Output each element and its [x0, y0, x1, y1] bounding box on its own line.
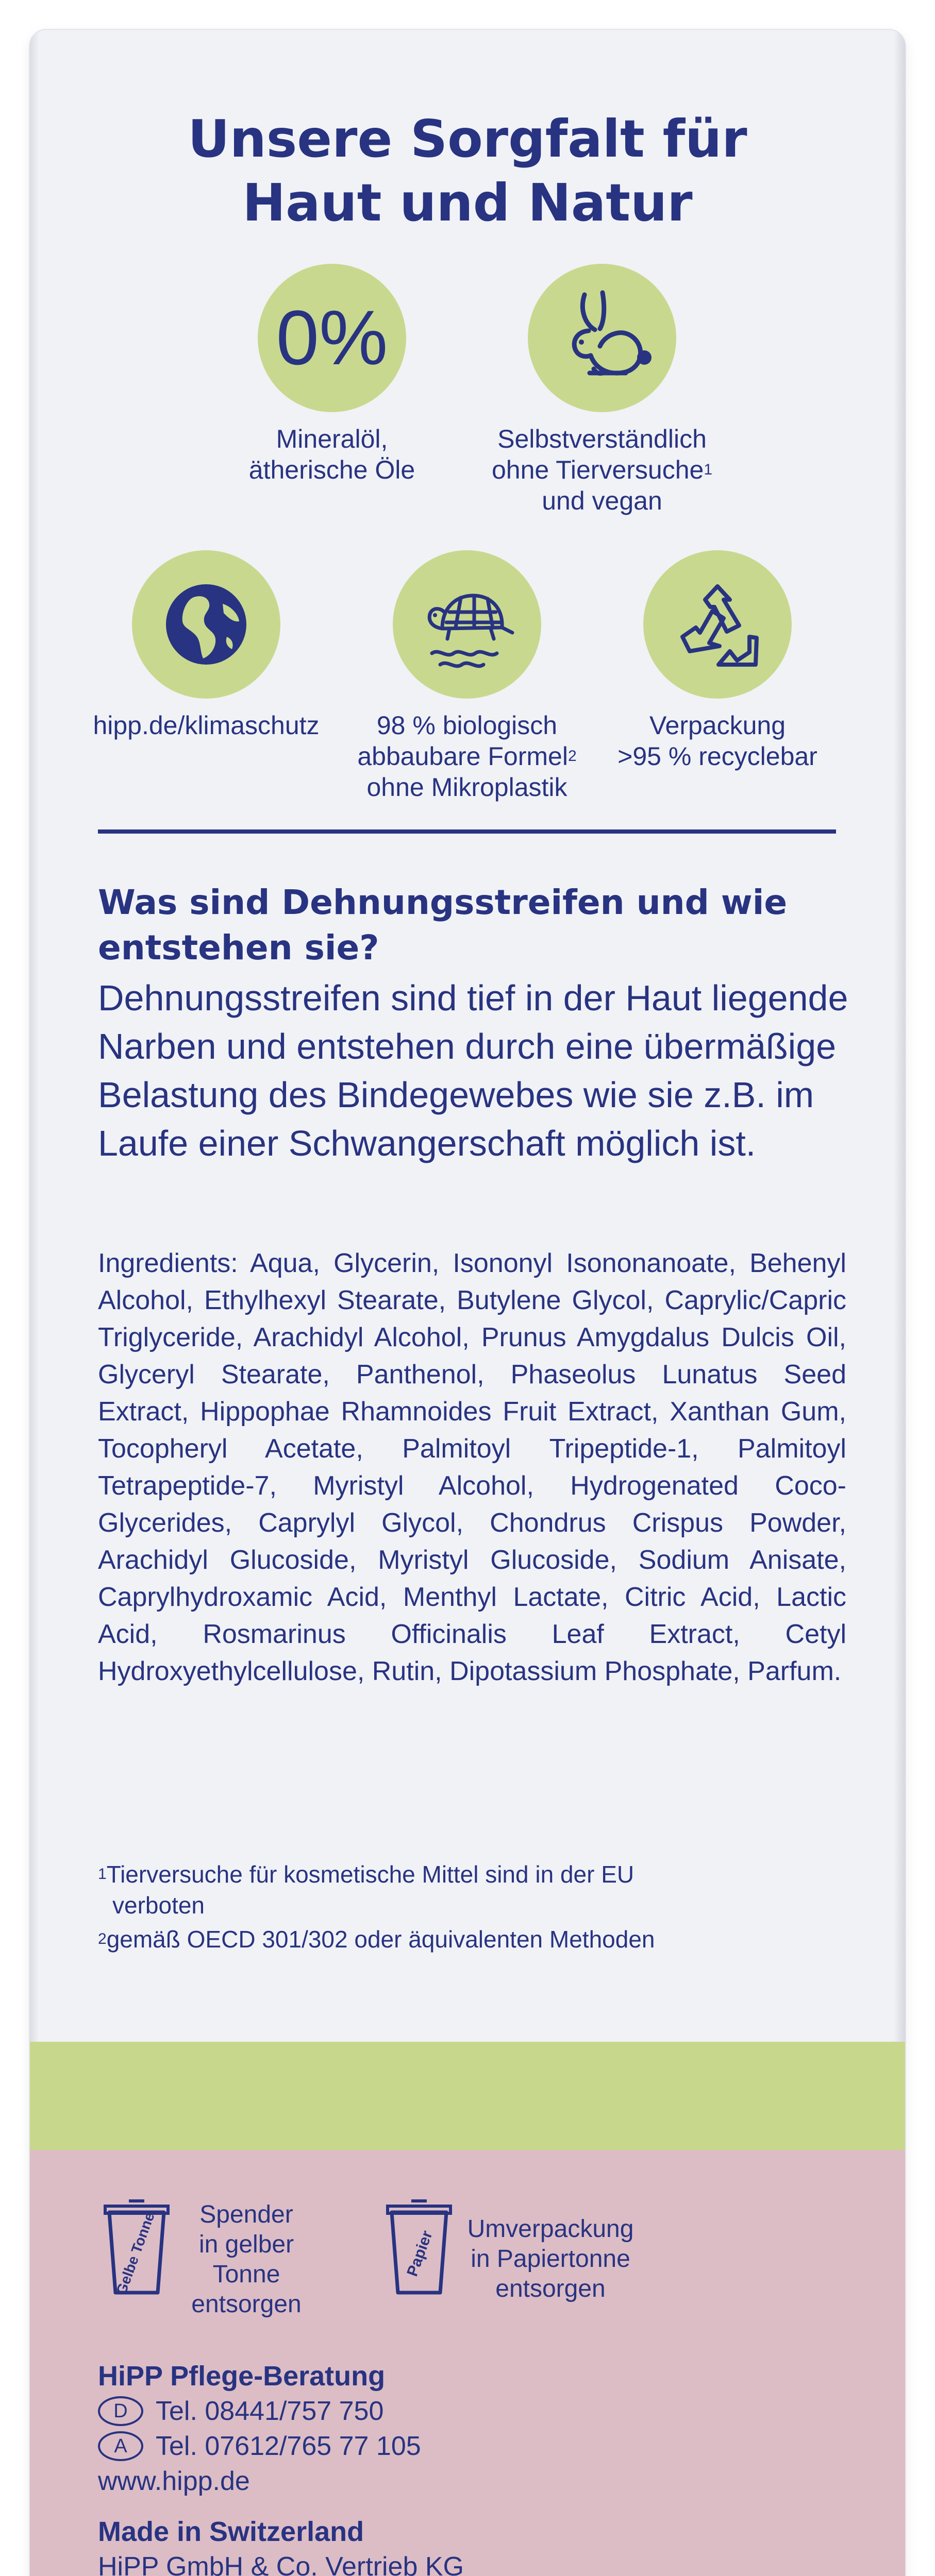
disposal-text-line: Spender [199, 2201, 293, 2228]
footnote-2 [98, 1924, 655, 1955]
disposal-text-line: Umverpackung [467, 2215, 634, 2243]
feature-text-line: ohne Tierversuche [491, 455, 704, 484]
phone-number: Tel. 08441/757 750 [156, 2396, 384, 2426]
feature-text-line: Mineralöl, [276, 425, 388, 453]
footnote-ref: 2 [567, 748, 577, 765]
bin-label: Gelbe Tonne [113, 2210, 158, 2297]
feature-text-line: Verpackung [649, 711, 786, 740]
globe-icon [132, 550, 280, 699]
country-code-a: A [98, 2431, 143, 2461]
feature-climate [62, 550, 350, 741]
feature-text-line: ohne Mikroplastik [366, 773, 567, 802]
phone-germany[interactable] [98, 2394, 421, 2429]
zero-percent-icon [258, 264, 406, 412]
phone-number: Tel. 07612/765 77 105 [156, 2431, 421, 2461]
yellow-bin-icon [98, 2198, 175, 2303]
address-line: HiPP GmbH & Co. Vertrieb KG [98, 2552, 464, 2576]
country-code-d: D [98, 2396, 143, 2426]
website-link[interactable]: www.hipp.de [98, 2466, 250, 2496]
footnote-1 [98, 1859, 634, 1921]
bin-label: Papier [404, 2228, 436, 2279]
made-in-label: Made in Switzerland [98, 2516, 364, 2547]
footnote-text: gemäß OECD 301/302 oder äquivalenten Methoden [106, 1926, 655, 1953]
disposal-text-line: entsorgen [495, 2275, 606, 2302]
footnote-text: verboten [112, 1892, 205, 1919]
package-panel [30, 30, 905, 2576]
manufacturer-block [98, 2514, 464, 2576]
recycle-icon [643, 550, 792, 699]
turtle-icon [393, 550, 541, 699]
ingredients-list: Ingredients: Aqua, Glycerin, Isononyl Isononanoate, Behenyl Alcohol, Ethylhexyl Stearate, Butylene Glycol, Caprylic/Capric Triglyceride, Arachidyl Alcohol, Prunus Amygdalus Dulcis Oil, Glyceryl Stearate, Panthenol, Phaseolus Lunatus Seed Extract, Hippophae Rhamnoides Fruit Extract, Xanthan Gum, Tocopheryl Acetate, Palmitoyl Tripeptide-1, Palmitoyl Tetrapeptide-7, Myristyl Alcohol, Hydrogenated Coco-Glycerides, Caprylyl Glycol, Chondrus Crispus Powder, Arachidyl Glucoside, Myristyl Glucoside, Sodium Anisate, Caprylhydroxamic Acid, Menthyl Lactate, Citric Acid, Lactic Acid, Rosmarinus Officinalis Leaf Extract, Cetyl Hydroxyethylcellulose, Rutin, Dipotassium Phosphate, Parfum. [98, 1248, 846, 1686]
disposal-text-line: in gelber [198, 2231, 294, 2258]
phone-austria[interactable] [98, 2429, 421, 2464]
disposal-packaging-text [458, 2214, 643, 2304]
feature-text-line: und vegan [542, 486, 662, 515]
feature-text-line: Selbstverständlich [497, 425, 707, 453]
zero-percent-symbol: 0% [276, 294, 388, 381]
footnote-mark: 1 [98, 1866, 107, 1883]
stretch-marks-answer: Dehnungsstreifen sind tief in der Haut liegende Narben und entstehen durch eine übermäßige Belastung des Bindegewebes wie sie z.B. im Laufe einer Schwangerschaft möglich ist. [98, 978, 848, 1163]
care-advice-block [98, 2359, 421, 2499]
disposal-text-line: entsorgen [191, 2291, 302, 2318]
footnote-ref: 1 [704, 461, 713, 478]
feature-recyclable [573, 550, 862, 772]
feature-cruelty-free [458, 264, 746, 516]
feature-text-line: ätherische Öle [248, 455, 415, 484]
section-title [30, 107, 905, 235]
footnote-mark: 2 [98, 1930, 107, 1947]
stretch-marks-question: Was sind Dehnungsstreifen und wie entstehen sie? [98, 883, 788, 968]
rabbit-icon [528, 264, 676, 412]
care-advice-title: HiPP Pflege-Beratung [98, 2361, 386, 2392]
paper-bin-icon [380, 2198, 458, 2303]
disposal-text-line: Tonne [212, 2261, 280, 2288]
title-line-1: Unsere Sorgfalt für [188, 109, 747, 169]
climate-link[interactable]: hipp.de/klimaschutz [93, 711, 320, 740]
feature-text-line: 98 % biologisch [376, 711, 558, 740]
disposal-dispenser-text [179, 2200, 313, 2319]
footnote-text: Tierversuche für kosmetische Mittel sind in der EU [106, 1861, 635, 1888]
feature-text-line: abbaubare Formel [357, 742, 568, 771]
disposal-text-line: in Papiertonne [471, 2245, 630, 2273]
green-band [30, 2042, 905, 2150]
divider [98, 829, 836, 834]
title-line-2: Haut und Natur [242, 173, 693, 233]
feature-mineral-oil [188, 264, 476, 485]
feature-text-line: >95 % recyclebar [617, 742, 817, 771]
feature-biodegradable [323, 550, 611, 803]
